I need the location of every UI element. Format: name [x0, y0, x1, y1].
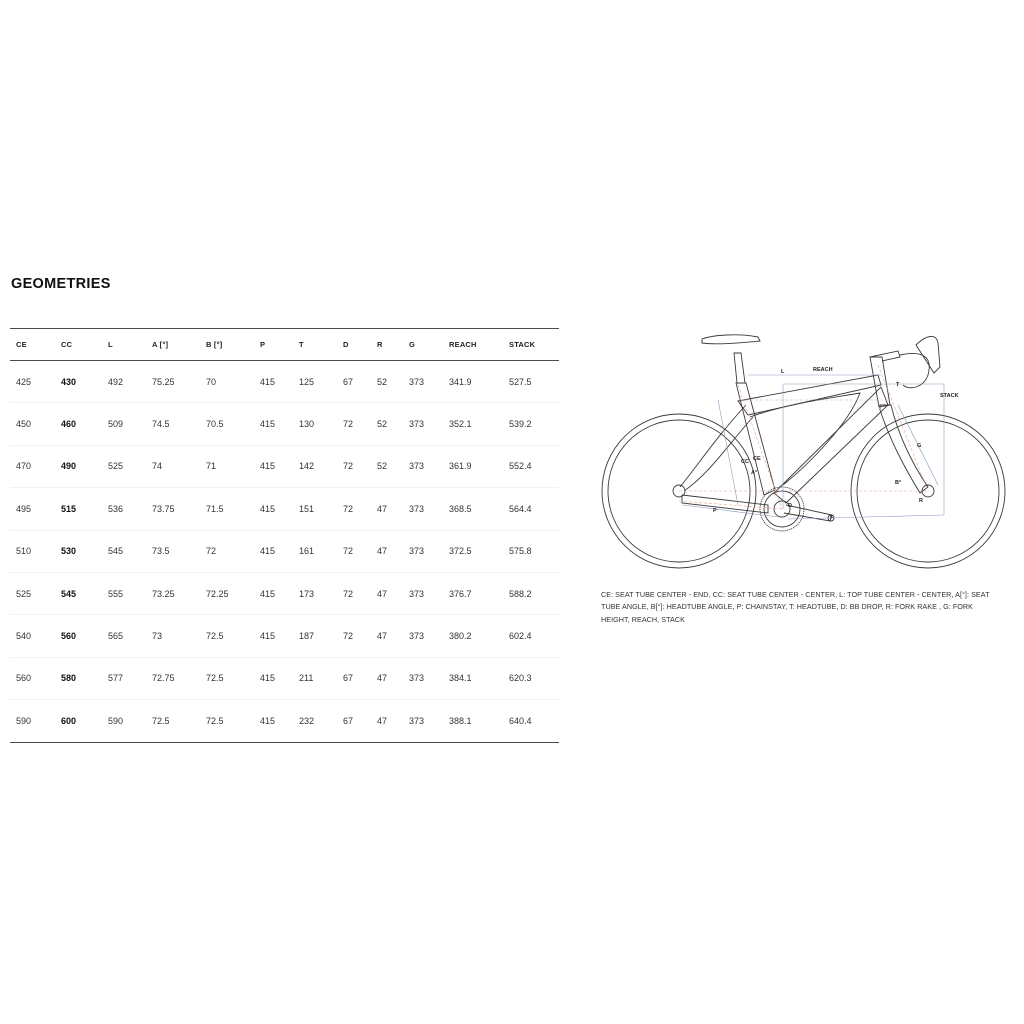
- table-cell: 380.2: [449, 631, 472, 642]
- table-cell: 173: [299, 588, 315, 599]
- label-l: L: [781, 369, 785, 375]
- table-cell: 368.5: [449, 503, 472, 514]
- table-cell: 565: [108, 631, 124, 642]
- table-cell: 376.7: [449, 588, 472, 599]
- table-cell: 47: [377, 546, 388, 557]
- table-cell: 372.5: [449, 546, 472, 557]
- table-cell: 373: [409, 461, 425, 472]
- label-stack: STACK: [940, 393, 959, 399]
- table-row: [10, 700, 559, 742]
- table-cell: 70.5: [206, 419, 224, 430]
- saddle-icon: [702, 335, 760, 344]
- table-cell: 52: [377, 461, 388, 472]
- table-cell: 74.5: [152, 419, 170, 430]
- header-a: A [°]: [152, 340, 169, 349]
- table-cell: 530: [61, 546, 77, 557]
- crankset-icon: [760, 487, 834, 531]
- table-cell: 72: [343, 461, 354, 472]
- table-cell: 588.2: [509, 588, 532, 599]
- table-cell: 72: [343, 588, 354, 599]
- table-cell: 509: [108, 419, 124, 430]
- table-row: [10, 361, 559, 403]
- handlebar-icon: [870, 336, 940, 387]
- frame-icon: [673, 353, 934, 513]
- table-cell: 415: [260, 715, 276, 726]
- table-cell: 590: [16, 715, 32, 726]
- table-cell: 415: [260, 376, 276, 387]
- table-cell: 415: [260, 503, 276, 514]
- table-cell: 590: [108, 715, 124, 726]
- table-cell: 232: [299, 715, 315, 726]
- table-cell: 72.25: [206, 588, 229, 599]
- table-cell: 539.2: [509, 419, 532, 430]
- table-cell: 125: [299, 376, 315, 387]
- table-row: [10, 445, 559, 487]
- table-cell: 384.1: [449, 673, 472, 684]
- label-g: G: [917, 443, 922, 449]
- table-cell: 73.75: [152, 503, 175, 514]
- header-reach: REACH: [449, 340, 477, 349]
- table-cell: 72.5: [152, 715, 170, 726]
- table-cell: 74: [152, 461, 163, 472]
- table-cell: 47: [377, 503, 388, 514]
- table-row: [10, 403, 559, 445]
- table-cell: 545: [108, 546, 124, 557]
- table-cell: 373: [409, 631, 425, 642]
- table-cell: 72: [343, 419, 354, 430]
- label-r: R: [919, 498, 923, 504]
- table-cell: 67: [343, 376, 354, 387]
- table-cell: 161: [299, 546, 315, 557]
- header-row: [10, 329, 559, 361]
- table-cell: 151: [299, 503, 315, 514]
- table-cell: 470: [16, 461, 32, 472]
- table-cell: 525: [108, 461, 124, 472]
- table-cell: 72.5: [206, 715, 224, 726]
- table-cell: 47: [377, 588, 388, 599]
- table-cell: 67: [343, 673, 354, 684]
- table-cell: 373: [409, 546, 425, 557]
- table-cell: 640.4: [509, 715, 532, 726]
- table-cell: 415: [260, 588, 276, 599]
- header-cc: CC: [61, 340, 73, 349]
- table-cell: 75.25: [152, 376, 175, 387]
- table-cell: 602.4: [509, 631, 532, 642]
- table-cell: 620.3: [509, 673, 532, 684]
- header-p: P: [260, 340, 266, 349]
- table-header: [10, 329, 559, 361]
- table-cell: 70: [206, 376, 217, 387]
- table-cell: 71: [206, 461, 217, 472]
- table-cell: 580: [61, 673, 77, 684]
- table-cell: 72: [343, 546, 354, 557]
- label-t: T: [896, 382, 900, 388]
- header-ce: CE: [16, 340, 27, 349]
- table-cell: 52: [377, 419, 388, 430]
- table-cell: 415: [260, 461, 276, 472]
- label-cc: CC: [741, 459, 749, 465]
- label-f: F: [830, 515, 834, 521]
- header-l: L: [108, 340, 113, 349]
- table-cell: 575.8: [509, 546, 532, 557]
- table-cell: 388.1: [449, 715, 472, 726]
- table-cell: 67: [343, 715, 354, 726]
- table-cell: 430: [61, 376, 77, 387]
- table-cell: 527.5: [509, 376, 532, 387]
- table-cell: 415: [260, 419, 276, 430]
- header-r: R: [377, 340, 383, 349]
- table-cell: 552.4: [509, 461, 532, 472]
- table-cell: 450: [16, 419, 32, 430]
- table-cell: 72.5: [206, 673, 224, 684]
- table-cell: 341.9: [449, 376, 472, 387]
- table-cell: 73.25: [152, 588, 175, 599]
- header-g: G: [409, 340, 416, 349]
- header-d: D: [343, 340, 349, 349]
- table-cell: 540: [16, 631, 32, 642]
- table-row: [10, 657, 559, 699]
- table-cell: 525: [16, 588, 32, 599]
- table-cell: 142: [299, 461, 315, 472]
- table-cell: 492: [108, 376, 124, 387]
- table-cell: 361.9: [449, 461, 472, 472]
- table-cell: 536: [108, 503, 124, 514]
- table-cell: 373: [409, 419, 425, 430]
- table-cell: 373: [409, 588, 425, 599]
- page-title: GEOMETRIES: [11, 276, 111, 292]
- geometry-table: [10, 328, 559, 743]
- bike-geometry-diagram: [598, 325, 1013, 570]
- table-cell: 415: [260, 546, 276, 557]
- table-cell: 560: [16, 673, 32, 684]
- table-cell: 577: [108, 673, 124, 684]
- diagram-caption: CE: SEAT TUBE CENTER - END, CC: SEAT TUBE CENTER - CENTER, L: TOP TUBE CENTER - CENTER, A[°]: SEAT TUBE ANGLE, B[°]: HEADTUBE ANGLE, P: CHAINSTAY, T: HEADTUBE, D: BB DROP, R: FORK RAKE , G: FORK HEIGHT, REACH, STACK: [601, 590, 990, 624]
- table-cell: 72.75: [152, 673, 175, 684]
- table-cell: 415: [260, 631, 276, 642]
- table-cell: 72: [206, 546, 217, 557]
- header-t: T: [299, 340, 304, 349]
- label-ce: CE: [753, 456, 761, 462]
- table-cell: 47: [377, 715, 388, 726]
- header-stack: STACK: [509, 340, 536, 349]
- table-cell: 373: [409, 715, 425, 726]
- table-cell: 72: [343, 631, 354, 642]
- header-b: B [°]: [206, 340, 223, 349]
- table-cell: 130: [299, 419, 315, 430]
- table-cell: 373: [409, 376, 425, 387]
- table-cell: 490: [61, 461, 77, 472]
- label-reach: REACH: [813, 367, 833, 373]
- table-cell: 373: [409, 673, 425, 684]
- table-cell: 373: [409, 503, 425, 514]
- table-cell: 73: [152, 631, 163, 642]
- table-cell: 560: [61, 631, 77, 642]
- table-cell: 73.5: [152, 546, 170, 557]
- table-cell: 415: [260, 673, 276, 684]
- table-cell: 564.4: [509, 503, 532, 514]
- table-cell: 545: [61, 588, 77, 599]
- table-row: [10, 488, 559, 530]
- table-row: [10, 615, 559, 657]
- table-cell: 515: [61, 503, 77, 514]
- table-row: [10, 530, 559, 572]
- table-cell: 187: [299, 631, 315, 642]
- table-cell: 352.1: [449, 419, 472, 430]
- table-body: [10, 361, 559, 743]
- table-cell: 47: [377, 631, 388, 642]
- table-cell: 72: [343, 503, 354, 514]
- table-cell: 425: [16, 376, 32, 387]
- table-row: [10, 572, 559, 614]
- table-cell: 72.5: [206, 631, 224, 642]
- table-cell: 510: [16, 546, 32, 557]
- label-p: P: [713, 508, 717, 514]
- label-d: D: [788, 503, 792, 509]
- table-cell: 555: [108, 588, 124, 599]
- table-cell: 495: [16, 503, 32, 514]
- label-b: B°: [895, 480, 902, 486]
- table-cell: 460: [61, 419, 77, 430]
- table-cell: 211: [299, 673, 314, 684]
- label-a: A°: [751, 470, 758, 476]
- table-cell: 600: [61, 715, 77, 726]
- table-cell: 71.5: [206, 503, 224, 514]
- table-cell: 52: [377, 376, 388, 387]
- table-cell: 47: [377, 673, 388, 684]
